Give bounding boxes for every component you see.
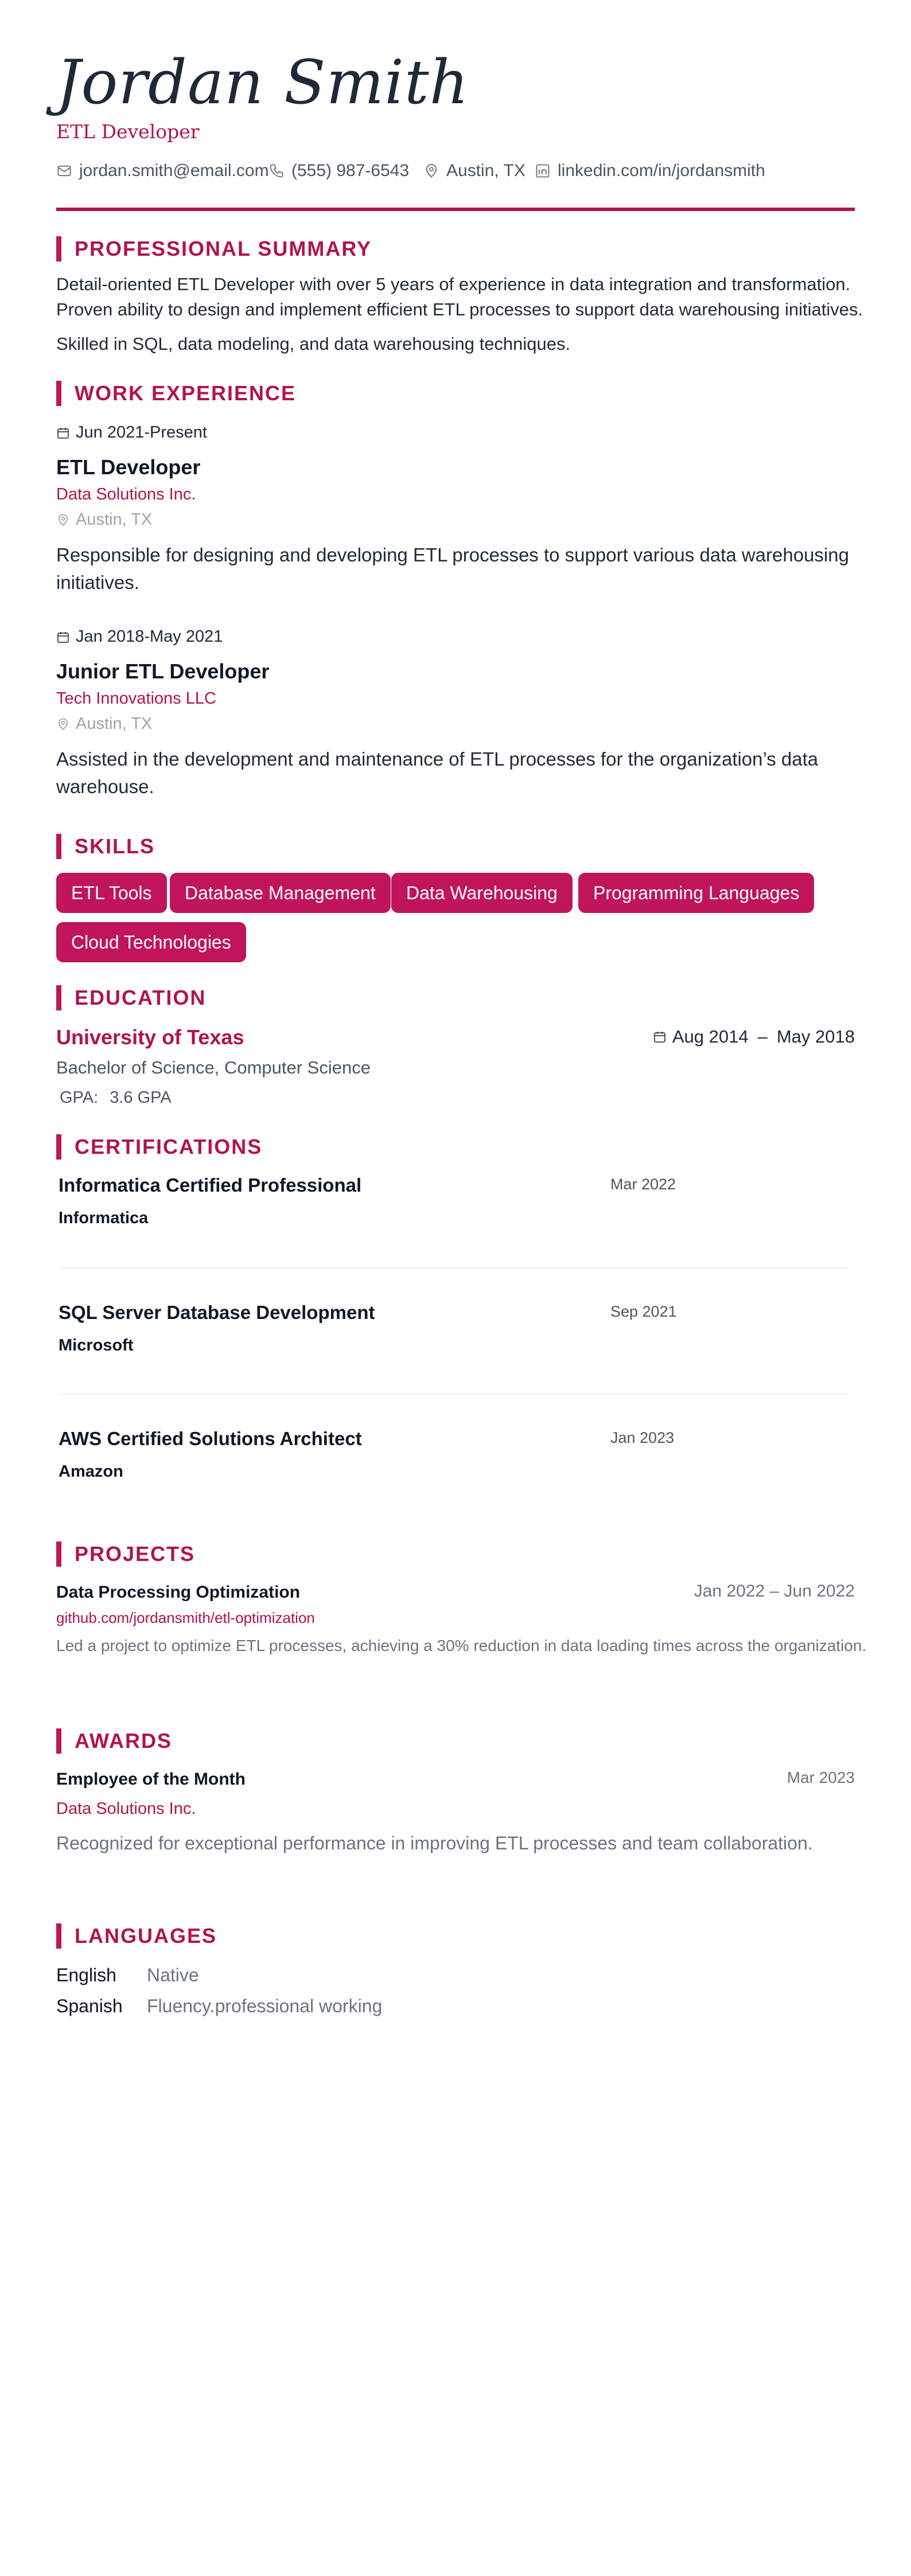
linkedin-icon (535, 163, 551, 179)
calendar-icon (56, 630, 70, 644)
education-degree: Bachelor of Science, Computer Science (56, 1057, 371, 1078)
education-school: University of Texas (56, 1025, 244, 1049)
candidate-role: ETL Developer (56, 120, 200, 143)
languages-heading: LANGUAGES (75, 1924, 217, 1947)
awards-heading: AWARDS (75, 1729, 173, 1753)
education-heading: EDUCATION (75, 986, 207, 1009)
summary-line-1: Detail-oriented ETL Developer with over 5 years of experience in data integration and transformation. (56, 274, 851, 294)
contact-linkedin[interactable] (535, 159, 765, 182)
location-pin-icon (56, 513, 70, 527)
language-name: Spanish (56, 1996, 123, 2016)
location-pin-icon (423, 163, 439, 179)
section-bar (56, 236, 61, 261)
certifications-heading: CERTIFICATIONS (75, 1135, 263, 1158)
cert-name: SQL Server Database Development (59, 1302, 375, 1323)
mail-icon (56, 163, 72, 179)
section-bar (56, 381, 61, 406)
location-text: Austin, TX (446, 161, 525, 180)
skill-chip: Programming Languages (578, 873, 814, 913)
experience-heading: WORK EXPERIENCE (75, 381, 297, 405)
summary-heading: PROFESSIONAL SUMMARY (75, 237, 372, 260)
section-bar (56, 1728, 61, 1754)
cert-name: Informatica Certified Professional (59, 1174, 362, 1196)
location-pin-icon (56, 717, 70, 731)
language-level: Native (147, 1965, 199, 1985)
section-bar (56, 1134, 61, 1160)
education-gpa: GPA: 3.6 GPA (60, 1088, 172, 1107)
cert-issuer: Amazon (59, 1462, 123, 1481)
award-org: Data Solutions Inc. (56, 1800, 196, 1818)
cert-divider (59, 1267, 848, 1269)
award-description: Recognized for exceptional performance in improving ETL processes and team collaboration. (56, 1833, 813, 1853)
job-title: ETL Developer (56, 455, 201, 479)
linkedin-text: linkedin.com/in/jordansmith (558, 161, 765, 180)
email-text: jordan.smith@email.com (79, 161, 269, 180)
cert-issuer: Microsoft (59, 1336, 134, 1355)
cert-date: Sep 2021 (610, 1303, 677, 1320)
contact-phone[interactable] (268, 159, 409, 182)
education-dates: Aug 2014 – May 2018 (653, 1027, 855, 1047)
contact-location (423, 159, 525, 182)
job-description: Responsible for designing and developing ETL processes to support various data warehousing initiatives. (56, 544, 849, 593)
skill-chip: Cloud Technologies (56, 922, 246, 962)
job-company: Tech Innovations LLC (56, 689, 216, 708)
language-level: Fluency.professional working (147, 1996, 383, 2016)
job-dates: Jan 2018-May 2021 (56, 627, 223, 646)
section-bar (56, 1923, 61, 1949)
job-dates: Jun 2021-Present (56, 423, 207, 442)
cert-name: AWS Certified Solutions Architect (59, 1428, 362, 1449)
calendar-icon (653, 1030, 667, 1044)
skill-chip: ETL Tools (56, 873, 167, 913)
project-name: Data Processing Optimization (56, 1583, 301, 1602)
job-location: Austin, TX (56, 715, 152, 733)
project-link[interactable]: github.com/jordansmith/etl-optimization (56, 1609, 315, 1626)
cert-date: Jan 2023 (610, 1429, 675, 1446)
job-description: Assisted in the development and maintenance of ETL processes for the organization’s data warehouse. (56, 748, 819, 797)
phone-text: (555) 987-6543 (291, 161, 410, 180)
cert-issuer: Informatica (59, 1209, 149, 1227)
skill-chip: Database Management (170, 873, 391, 913)
job-title: Junior ETL Developer (56, 659, 270, 683)
projects-heading: PROJECTS (75, 1542, 196, 1566)
contact-email[interactable] (56, 159, 269, 182)
section-bar (56, 1541, 61, 1567)
job-company: Data Solutions Inc. (56, 485, 196, 504)
section-bar (56, 985, 61, 1010)
section-bar (56, 834, 61, 859)
job-location: Austin, TX (56, 510, 152, 529)
award-name: Employee of the Month (56, 1770, 246, 1789)
cert-date: Mar 2022 (610, 1176, 676, 1193)
summary-line-3: Skilled in SQL, data modeling, and data warehousing techniques. (56, 334, 571, 354)
header-divider (56, 208, 855, 211)
language-name: English (56, 1965, 116, 1985)
skill-chip: Data Warehousing (391, 873, 573, 913)
candidate-name: Jordan Smith (56, 47, 469, 118)
project-description: Led a project to optimize ETL processes, achieving a 30% reduction in data loading times across the organization. (56, 1637, 867, 1654)
summary-line-2: Proven ability to design and implement efficient ETL processes to support data warehousing initiatives. (56, 299, 863, 319)
calendar-icon (56, 426, 70, 440)
project-dates: Jan 2022 – Jun 2022 (694, 1582, 855, 1601)
skills-heading: SKILLS (75, 834, 155, 858)
award-date: Mar 2023 (787, 1769, 855, 1786)
cert-divider (59, 1394, 848, 1395)
phone-icon (268, 163, 285, 179)
